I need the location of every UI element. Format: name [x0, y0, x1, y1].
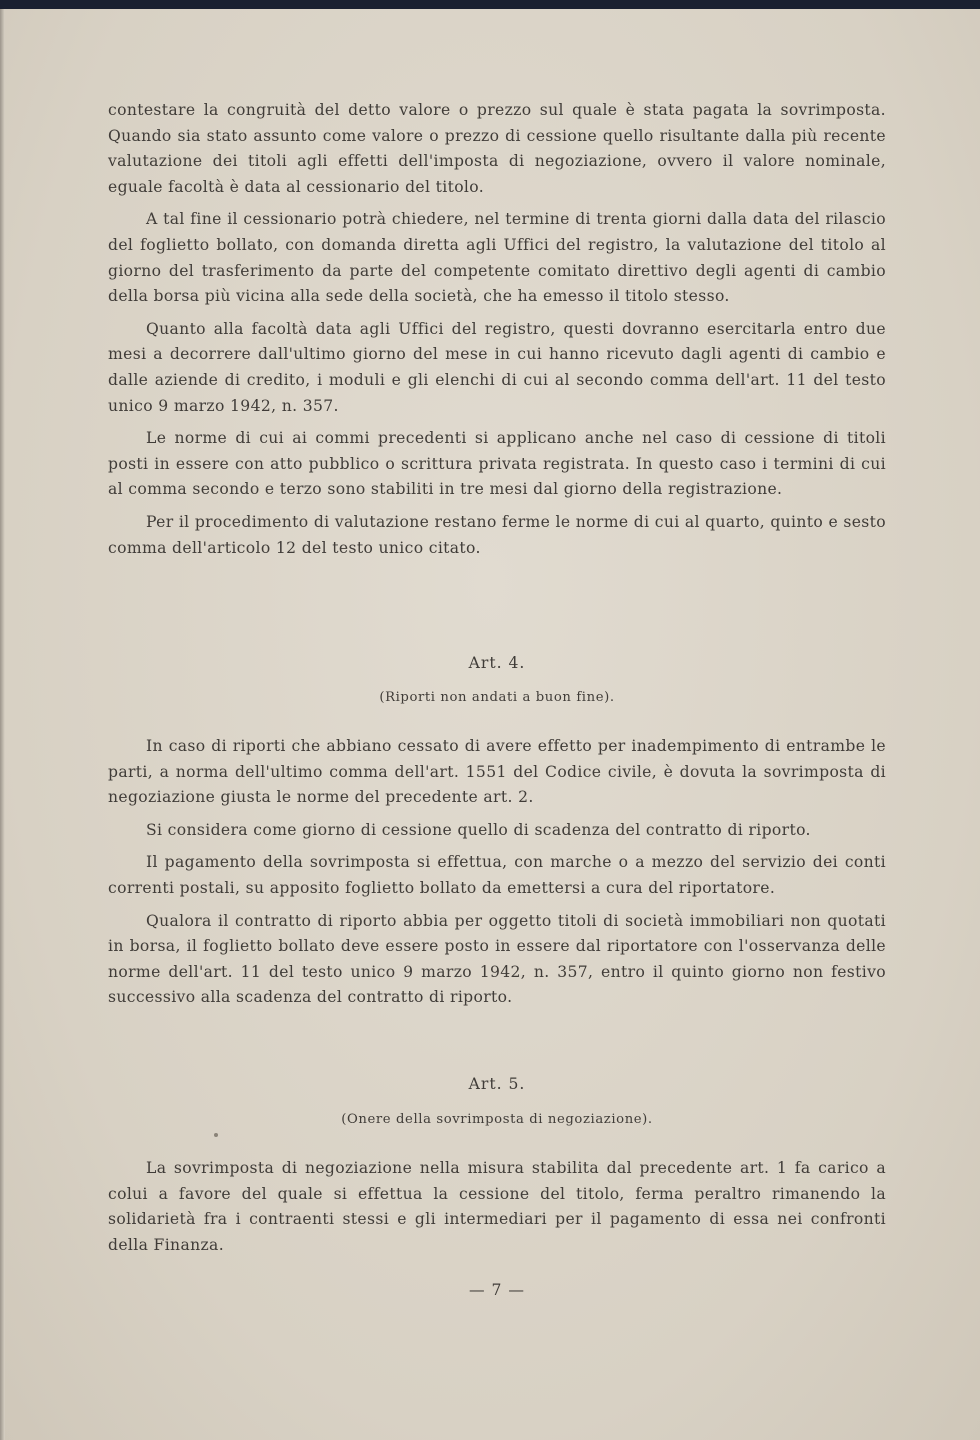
article-4-subtitle: (Riporti non andati a buon fine).: [379, 690, 615, 705]
continued-section: [108, 98, 886, 568]
paragraph: In caso di riporti che abbiano cessato di avere effetto per inadempimento di entrambe le parti, a norma dell'ultimo comma dell'art. 1551 del Codice civile, è dovuta la sovrimposta di negoziazione giusta le norme del precedente art. 2.: [108, 737, 886, 807]
paragraph: Per il procedimento di valutazione restano ferme le norme di cui al quarto, quinto e sesto comma dell'articolo 12 del testo unico citato.: [108, 512, 886, 557]
scan-speck: [214, 1133, 218, 1137]
paragraph: contestare la congruità del detto valore o prezzo sul quale è stata pagata la sovrimposta. Quando sia stato assunto come valore o prezzo di cessione quello risultante dalla più recente valutazione dei titoli agli effetti dell'imposta di negoziazione, ovvero il valore nominale, eguale facoltà è data al cessionario del titolo.: [108, 101, 886, 196]
article-4-body: [108, 734, 886, 1018]
article-5-subtitle: (Onere della sovrimposta di negoziazione).: [341, 1112, 653, 1127]
scan-top-border: [0, 0, 980, 9]
page-left-edge-shadow: [0, 9, 5, 1440]
paragraph: Il pagamento della sovrimposta si effettua, con marche o a mezzo del servizio dei conti correnti postali, su apposito foglietto bollato da emettersi a cura del riportatore.: [108, 853, 886, 897]
page-number: — 7 —: [468, 1281, 526, 1299]
paragraph: Le norme di cui ai commi precedenti si applicano anche nel caso di cessione di titoli posti in essere con atto pubblico o scrittura privata registrata. In questo caso i termini di cui al comma secondo e terzo sono stabiliti in tre mesi dal giorno della registrazione.: [108, 429, 886, 499]
paragraph: A tal fine il cessionario potrà chiedere, nel termine di trenta giorni dalla data del rilascio del foglietto bollato, con domanda diretta agli Uffici del registro, la valutazione del titolo al giorno del trasferimento da parte del competente comitato direttivo degli agenti di cambio della borsa più vicina alla sede della società, che ha emesso il titolo stesso.: [108, 210, 886, 306]
paragraph: Si considera come giorno di cessione quello di scadenza del contratto di riporto.: [146, 820, 811, 839]
paragraph: Qualora il contratto di riporto abbia per oggetto titoli di società immobiliari non quotati in borsa, il foglietto bollato deve essere posto in essere dal riportatore con l'osservanza delle norme dell'art. 11 del testo unico 9 marzo 1942, n. 357, entro il quinto giorno non festivo successivo alla scadenza del contratto di riporto.: [108, 911, 886, 1007]
article-4-title: Art. 4.: [468, 654, 526, 672]
paragraph: La sovrimposta di negoziazione nella misura stabilita dal precedente art. 1 fa carico a colui a favore del quale si effettua la cessione del titolo, ferma peraltro rimanendo la solidarietà fra i contraenti stessi e gli intermediari per il pagamento di essa nei confronti della Finanza.: [108, 1159, 886, 1254]
article-5-body: [108, 1156, 886, 1265]
article-5-title: Art. 5.: [468, 1075, 526, 1093]
paragraph: Quanto alla facoltà data agli Uffici del registro, questi dovranno esercitarla entro due mesi a decorrere dall'ultimo giorno del mese in cui hanno ricevuto dagli agenti di cambio e dalle aziende di credito, i moduli e gli elenchi di cui al secondo comma dell'art. 11 del testo unico 9 marzo 1942, n. 357.: [108, 319, 886, 415]
